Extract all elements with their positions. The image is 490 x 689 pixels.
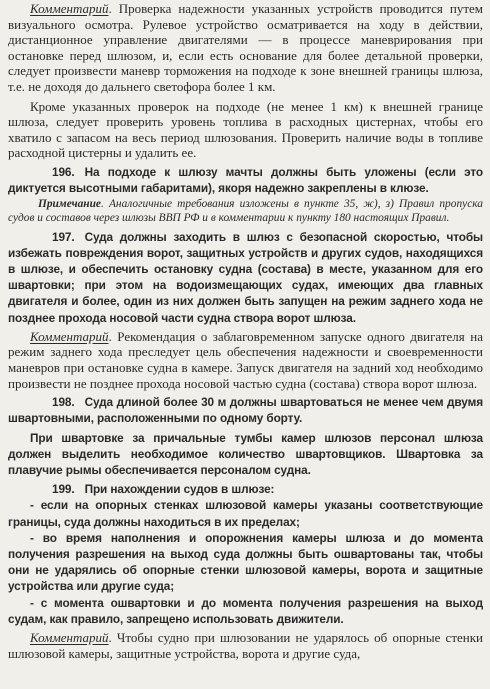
rule-199-bullet-1: - если на опорных стенках шлюзовой камеры указаны соответствующие границы, суда должны находиться в их пределах;: [8, 498, 483, 529]
rule-text: Суда длиной более 30 м должны швартоваться не менее чем двумя швартовными, расположенными по одному борту.: [8, 395, 483, 426]
commentary-label: Комментарий: [30, 1, 109, 16]
rule-text: При нахождении судов в шлюзе:: [84, 482, 275, 497]
rule-number: 197.: [52, 229, 75, 244]
rule-number: 199.: [52, 482, 75, 497]
commentary-text: . Чтобы судно при шлюзовании не ударялось об опорные стенки шлюзовой камеры, защитные устройства, ворота и другие суда,: [8, 629, 483, 661]
rule-text: На подходе к шлюзу мачты должны быть уложены (если это диктуется высотными габаритами), якоря надежно закреплены в клюзе.: [8, 164, 483, 196]
rule-199-bullet-2: - во время наполнения и опорожнения камеры шлюза и до момента получения разрешения на выход суда должны быть ошвартованы так, чтобы они не ударялись об опорные стенки шлюзовой камеры, ворота и защитные устройства или другие суда;: [8, 530, 483, 594]
note-text: . Аналогичные требования изложены в пункте 35, ж), з) Правил пропуска судов и составов через шлюзы ВВП РФ и в комментарии к пункту 180 настоящих Правил.: [8, 198, 483, 224]
rule-number: 198.: [52, 395, 75, 410]
rule-number: 196.: [52, 164, 75, 179]
paragraph-fuel-check: Кроме указанных проверок на подходе (не менее 1 км) к внешней границе шлюза, следует проверить уровень топлива в расходных цистернах, чтобы его хватило с запасом на весь период шлюзования. Проверить наличие воды в топливе расходной цистерны и удалить ее.: [8, 98, 483, 161]
rule-199: [8, 481, 483, 497]
rule-199-bullet-3: - с момента ошвартовки и до момента получения разрешения на выход судам, как правило, запрещено использовать движители.: [8, 595, 483, 626]
commentary-paragraph-2: [8, 329, 483, 391]
commentary-label: Комментарий: [30, 629, 109, 645]
commentary-text: . Проверка надежности указанных устройств проводится путем визуального осмотра. Рулевое устройство осматривается на ходу в действии, дистанционное управление двигателями — в процессе маневрирования при остановке перед шлюзом, и, если есть основание для более детальной проверки, следует произвести маневр торможения на подходе к зоне внешней границы шлюза, т.е. не доходя до дальнего светофора более 1 км.: [8, 1, 483, 94]
note-paragraph: [8, 198, 483, 225]
rule-197: [8, 229, 483, 326]
rule-198: [8, 394, 483, 426]
commentary-label: Комментарий: [30, 328, 109, 344]
commentary-text: . Рекомендация о заблаговременном запуске одного двигателя на режим заднего хода преследует цель обеспечения надежности и своевременности маневров при остановке судна в камере. Запуск двигателя на задний ход необходимо произвести не позднее прохода носовой частью судна (состава) створа ворот шлюза.: [8, 328, 483, 391]
commentary-paragraph-1: [8, 1, 483, 95]
note-label: Примечание: [38, 198, 101, 211]
rule-198-continuation: При швартовке за причальные тумбы камер шлюзов персонал шлюза должен выделить необходимое количество швартовщиков. Швартовка за плавучие рымы обеспечивается персоналом судна.: [8, 430, 483, 477]
commentary-paragraph-3: [8, 630, 483, 661]
rule-text: Суда должны заходить в шлюз с безопасной скоростью, чтобы избежать повреждения ворот, защитных устройств и других судов, находящихся в шлюзе, и обеспечить остановку судна (состава) в месте, указанном для его швартовки; при этом на водоизмещающих судах, имеющих два главных двигателя и более, один из них должен быть запущен на режим заднего хода не позднее прохода носовой части судна створа ворот шлюза.: [8, 229, 483, 325]
rule-196: [8, 164, 483, 196]
